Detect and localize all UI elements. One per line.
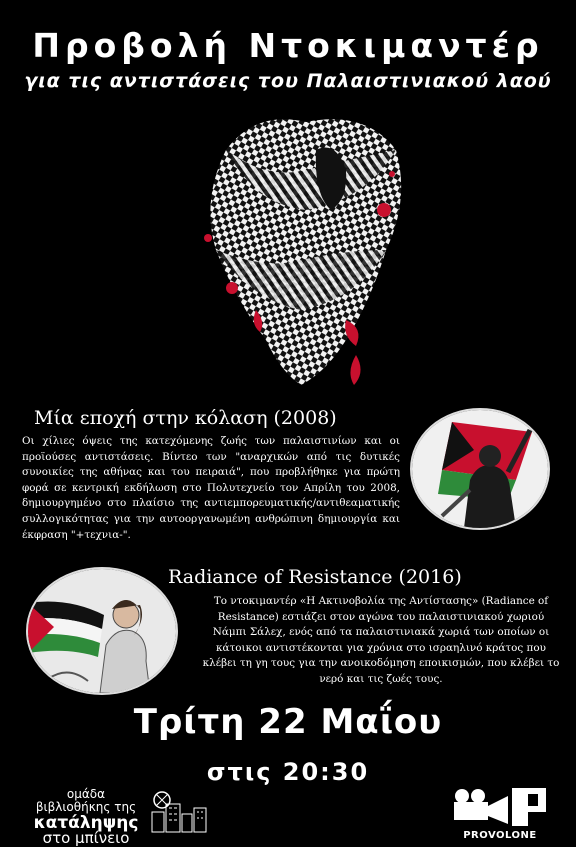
film-1-poster-image: [410, 408, 550, 530]
organizer-line-4: στο μπίνειο: [42, 829, 130, 847]
page-subtitle: για τις αντιστάσεις του Παλαιστινιακού λαού: [24, 70, 552, 92]
event-date: Τρίτη 22 Μαΐου: [133, 702, 443, 742]
page-title: Προβολή Ντοκιμαντέρ: [32, 26, 544, 65]
film-1-description: Οι χίλιες όψεις της κατεχόμενης ζωής των παλαιστινίων και οι προϊούσες αντιστάσεις. Βίντεο των "αναρχικών από τις δυτικές συνοικίες της αθήνας και του πειραιά", που προβλήθηκε για πρώτη φορά σε κεντρική εκδήλωση στο Πολυτεχνείο τον Απρίλη του 2008, δημιουργημένο στο πλαίσιο της αντιεμπορευματικής/αντιθεαματικής συλλογικότητας για την αυτοοργανωμένη ανθρώπινη δημιουργία και έκφραση "+τεχνια-".: [22, 435, 400, 541]
film-2-poster-image: [26, 567, 178, 695]
event-time: στις 20:30: [206, 758, 370, 786]
film-2-title: Radiance of Resistance (2016): [168, 566, 462, 588]
projector-logo-icon: [450, 782, 550, 828]
partner-name: PROVOLONE: [463, 830, 537, 841]
keffiyeh-illustration: [196, 110, 410, 390]
city-skyline-icon: [148, 790, 208, 834]
organizer-logo-text: [22, 788, 150, 845]
organizer-line-1: ομάδα: [66, 787, 106, 801]
film-1-title: Μία εποχή στην κόλαση (2008): [34, 407, 337, 429]
film-2-description: Το ντοκιμαντέρ «Η Ακτινοβολία της Αντίστασης» (Radiance of Resistance) εστιάζει στον αγώνα του παλαιστινιακού χωριού Νάμπι Σάλεχ, ενός από τα παλαιστινιακά χωριά των οποίων οι κάτοικοι αντιστέκονται για χρόνια στο ισραηλινό κράτος που κλέβει τη γη τους για την ανοικοδόμηση εποικισμών, που κλέβει το νερό και τις ζωές τους.: [202, 595, 560, 685]
organizer-line-2: βιβλιοθήκης της: [35, 800, 137, 814]
organizer-line-3: κατάληψης: [33, 813, 139, 833]
